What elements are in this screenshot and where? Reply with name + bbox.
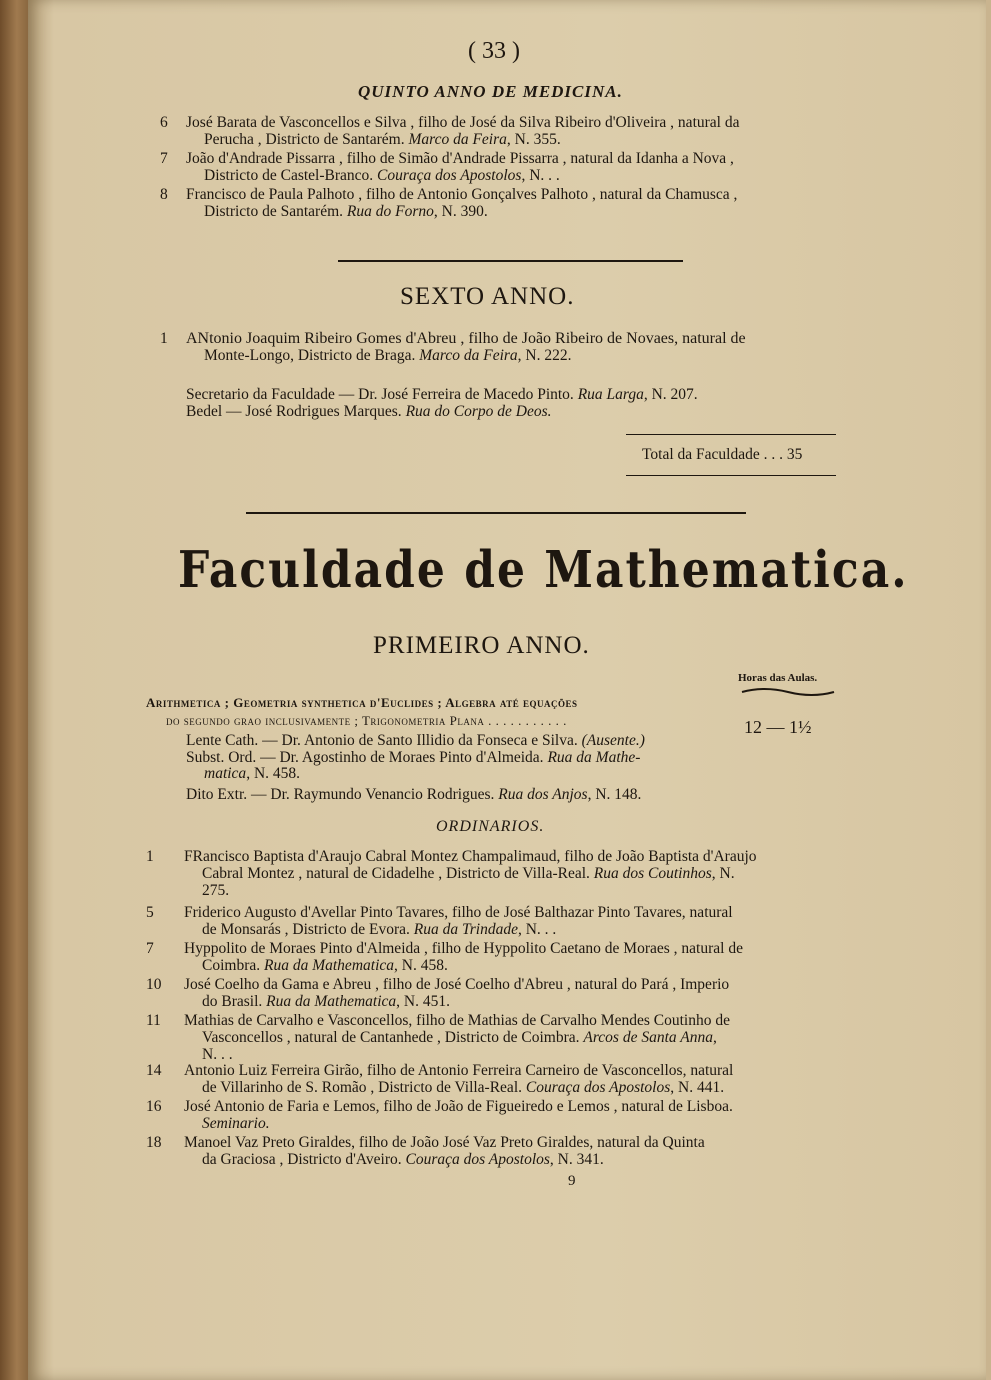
student-line-3: 275. [202,882,230,899]
entry-number: 6 [160,114,168,131]
student-number-tail: , N. 451. [396,993,450,1010]
student-line-2: da Graciosa , Districto d'Aveiro. [202,1151,402,1168]
bedel-line [186,403,846,420]
student-line-2: Cabral Montez , natural de Cidadelhe , Districto de Villa-Real. [202,865,590,882]
bedel-text: Bedel — José Rodrigues Marques. [186,403,402,420]
subst-line [186,749,866,766]
course-line-1: Arithmetica ; Geometria synthetica d'Euclides ; Algebra até equações [146,695,578,710]
ordinarios-title: ORDINARIOS. [436,818,545,835]
student-address: Seminario. [202,1115,270,1132]
student-number: 10 [146,976,162,993]
quinto-entry [160,114,840,148]
student-number: 11 [146,1012,161,1029]
total-rule-top [626,434,836,435]
document-page [28,0,986,1380]
horas-swash [740,684,836,703]
book-spine [0,0,28,1380]
entry-address: Marco da Feira [419,347,518,364]
student-address: Arcos de Santa Anna [583,1029,713,1046]
student-number: 1 [146,848,154,865]
secretario-line [186,386,846,403]
student-number: 7 [146,940,154,957]
quinto-entry [160,186,840,220]
student-line-2: de Villarinho de S. Romão , Districto de Villa-Real. [202,1079,522,1096]
secretario-text: Secretario da Faculdade — Dr. José Ferreira de Macedo Pinto. [186,386,574,403]
student-line-1: Mathias de Carvalho e Vasconcellos, filho de Mathias de Carvalho Mendes Coutinho de [184,1012,730,1029]
student-entry [146,1134,846,1186]
entry-line-2: Perucha , Districto de Santarém. [204,131,405,148]
sexto-anno-title: SEXTO ANNO. [400,283,575,310]
entry-number-tail: , N. 355. [506,131,561,148]
bedel-address: Rua do Corpo de Deos. [405,403,552,420]
student-number-tail: , N. [711,865,735,882]
student-address: Rua da Mathematica [264,957,395,974]
quinto-anno-title: QUINTO ANNO DE MEDICINA. [358,82,623,101]
lente-note: (Ausente.) [581,732,645,749]
entry-number-tail: , N. . . [521,167,560,184]
student-line-1: FRancisco Baptista d'Araujo Cabral Montez Champalimaud, filho de João Baptista d'Araujo [184,848,757,865]
lente-text: Lente Cath. — Dr. Antonio de Santo Illidio da Fonseca e Silva. [186,732,578,749]
entry-line-1: Francisco de Paula Palhoto , filho de Antonio Gonçalves Palhoto , natural da Chamusca , [186,186,738,203]
entry-address: Marco da Feira [408,131,507,148]
lente-line [186,732,645,749]
student-line-2: Vasconcellos , natural de Cantanhede , Districto de Coimbra. [202,1029,580,1046]
student-number: 18 [146,1134,162,1151]
student-number-tail: , [712,1029,717,1046]
student-number-tail: , N. . . [517,921,557,938]
student-address: Rua dos Coutinhos [593,865,712,882]
total-faculdade: Total da Faculdade . . . 35 [642,446,803,463]
student-line-2: do Brasil. [202,993,263,1010]
page-number: ( 33 ) [468,38,520,64]
entry-line-1: José Barata de Vasconcellos e Silva , filho de José da Silva Ribeiro d'Oliveira , natural da [186,114,740,131]
entry-number: 7 [160,150,168,167]
student-number-tail: , N. 458. [394,957,448,974]
extr-address: Rua dos Anjos [498,786,588,803]
student-line-2: de Monsarás , Districto de Evora. [202,921,410,938]
horas-label: Horas das Aulas. [738,672,818,684]
student-line-1: Hyppolito de Moraes Pinto d'Almeida , filho de Hyppolito Caetano de Moraes , natural de [184,940,743,957]
entry-line-2: Districto de Santarém. [204,203,344,220]
entry-address: Couraça dos Apostolos [377,167,522,184]
subst-text: Subst. Ord. — Dr. Agostinho de Moraes Pinto d'Almeida. [186,749,544,766]
student-entry [146,848,846,900]
entry-address: Rua do Forno [346,203,434,220]
extr-line [186,786,641,803]
student-line-2: Coimbra. [202,957,261,974]
student-address: Rua da Trindade [413,921,518,938]
entry-line-1: ANtonio Joaquim Ribeiro Gomes d'Abreu , filho de João Ribeiro de Novaes, natural de [186,330,746,347]
entry-line-2: Districto de Castel-Branco. [204,167,374,184]
extr-tail: , N. 148. [587,786,642,803]
quinto-entry [160,150,840,184]
entry-line-1: João d'Andrade Pissarra , filho de Simão d'Andrade Pissarra , natural da Idanha a Nova , [186,150,734,167]
faculdade-title: Faculdade de Mathematica. [178,541,909,600]
student-number: 5 [146,904,154,921]
secretario-address: Rua Larga [577,386,644,403]
student-line-1: Antonio Luiz Ferreira Girão, filho de Antonio Ferreira Carneiro de Vasconcellos, natural [184,1062,734,1079]
student-line-3: N. . . [202,1046,233,1063]
student-number: 16 [146,1098,162,1115]
student-line-1: José Coelho da Gama e Abreu , filho de José Coelho d'Abreu , natural do Pará , Imperio [184,976,730,993]
subst-line-2 [204,765,300,782]
student-number: 14 [146,1062,162,1079]
student-address: Couraça dos Apostolos [405,1151,550,1168]
entry-number-tail: , N. 390. [433,203,488,220]
secretario-tail: , N. 207. [643,386,698,403]
total-rule-bottom [626,475,836,476]
divider-rule [338,260,683,262]
entry-number: 1 [160,330,168,347]
subst-address-2: matica [204,765,247,782]
course-line-2: do segundo grao inclusivamente ; Trigonometria Plana . . . . . . . . . . . [166,713,567,728]
student-line-1: Manoel Vaz Preto Giraldes, filho de João José Vaz Preto Giraldes, natural da Quinta [184,1134,705,1151]
signature-mark: 9 [568,1173,576,1189]
sexto-entry [160,330,840,370]
student-line-1: José Antonio de Faria e Lemos, filho de João de Figueiredo e Lemos , natural de Lisboa. [184,1098,733,1115]
extr-text: Dito Extr. — Dr. Raymundo Venancio Rodrigues. [186,786,495,803]
student-address: Rua da Mathematica [266,993,397,1010]
entry-line-2: Monte-Longo, Districto de Braga. [204,347,416,364]
entry-number: 8 [160,186,168,203]
student-address: Couraça dos Apostolos [525,1079,671,1096]
student-line-1: Friderico Augusto d'Avellar Pinto Tavares, filho de José Balthazar Pinto Tavares, natural [184,904,733,921]
entry-number-tail: , N. 222. [517,347,572,364]
student-number-tail: , N. 441. [670,1079,725,1096]
swash-ornament [740,684,836,698]
student-entry [146,1012,846,1064]
subst-tail: , N. 458. [246,765,301,782]
student-number-tail: , N. 341. [549,1151,604,1168]
subst-address-1: Rua da Mathe- [547,749,641,766]
divider-rule-2 [246,512,746,514]
course-hours: 12 — 1½ [744,717,812,737]
primeiro-anno-title: PRIMEIRO ANNO. [373,632,590,659]
